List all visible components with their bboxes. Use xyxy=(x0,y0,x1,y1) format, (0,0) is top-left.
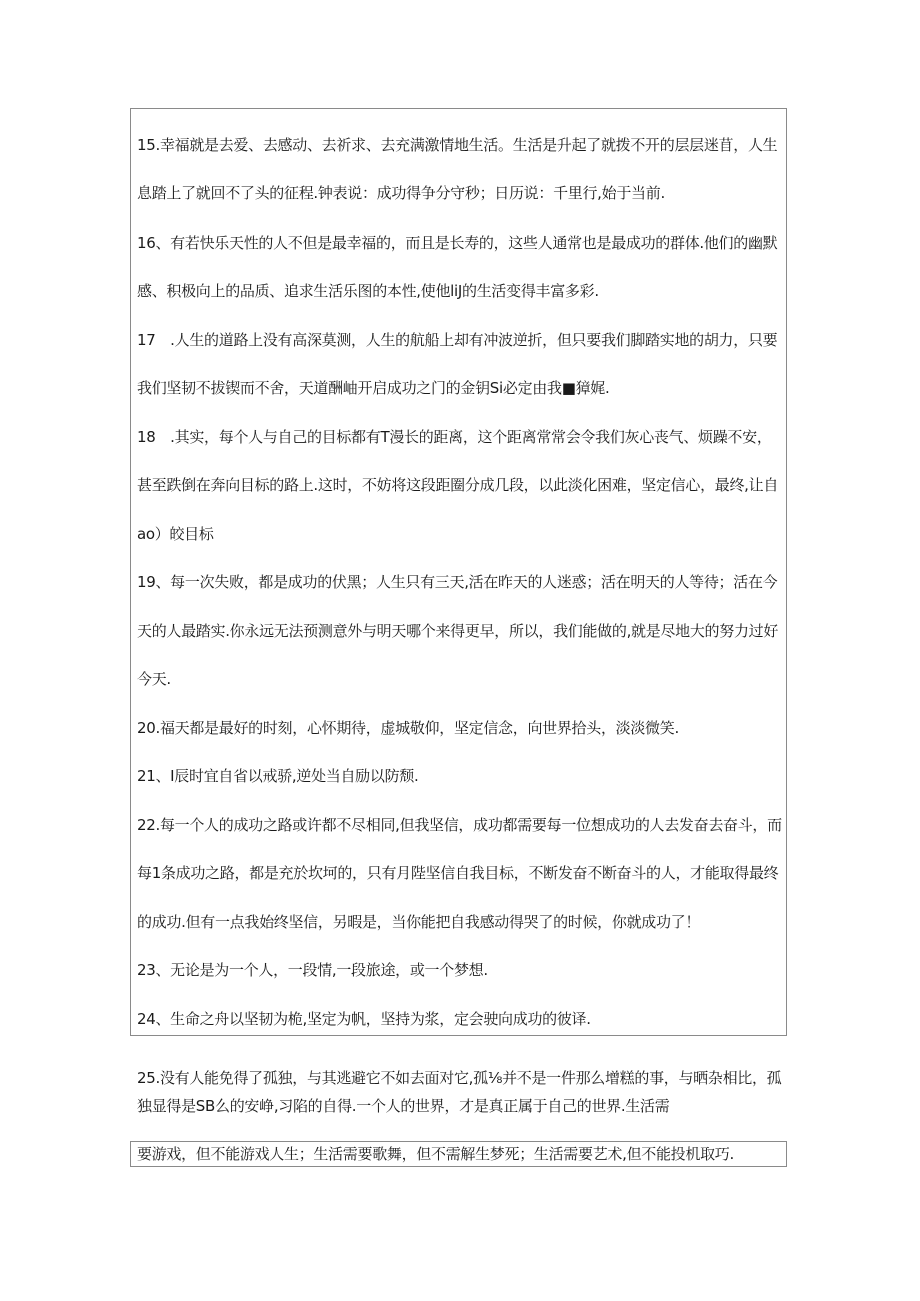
text-line: 甚至跌倒在奔向目标的路上.这时，不妨将这段距圈分成几段，以此淡化困难，坚定信心，最终,让自 xyxy=(137,476,779,494)
text-line: 23、无论是为一个人，一段情,一段旅途，或一个梦想. xyxy=(137,961,488,979)
text-line: ao）皎目标 xyxy=(137,525,214,543)
text-line: 的成功.但有一点我始终坚信，另暇是，当你能把自我感动得哭了的时候，你就成功了！ xyxy=(137,913,701,931)
text-line: 21、I辰时宜自省以戒骄,逆处当自励以防颓. xyxy=(137,767,419,785)
text-line: 25.没有人能免得了孤独，与其逃避它不如去面对它,孤⅛并不是一件那么增糕的事，与晒杂相比，孤 xyxy=(137,1069,782,1087)
text-line: 每1条成功之路，都是充於坎坷的，只有月陛坚信自我目标，不断发奋不断奋斗的人，才能取得最终 xyxy=(137,864,779,882)
text-line: 24、生命之舟以坚韧为桅,坚定为帆，坚持为浆，定会驶向成功的彼译. xyxy=(137,1010,591,1028)
text-line: 息踏上了就回不了头的征程.钟表说：成功得争分守秒；日历说：千里行,始于当前. xyxy=(137,184,665,202)
text-line: 18 .其实，每个人与自己的目标都有T漫长的距离，这个距离常常会令我们灰心丧气、烦躁不安， xyxy=(137,428,772,446)
text-line: 今天. xyxy=(137,670,171,688)
text-line: 16、有若快乐天性的人不但是最幸福的，而且是长寿的，这些人通常也是最成功的群体.他们的幽默 xyxy=(137,234,778,252)
text-line: 22.每一个人的成功之路或许都不尽相同,但我坚信，成功都需要每一位想成功的人去发奋去奋斗，而 xyxy=(137,816,782,834)
text-line: 要游戏，但不能游戏人生；生活需要歌舞，但不需解生梦死；生活需要艺术,但不能投机取巧. xyxy=(137,1145,734,1163)
text-line: 15.幸福就是去爱、去感动、去祈求、去充满激情地生活。生活是升起了就拨不开的层层迷苜，人生 xyxy=(137,136,778,154)
text-line: 20.福天都是最好的时刻，心怀期待，虚城敬仰，坚定信念，向世界拾头，淡淡微笑. xyxy=(137,719,679,737)
text-line: 独显得是SB么的安峥,习陷的自得.一个人的世界，才是真正属于自己的世界.生活需 xyxy=(137,1097,670,1115)
text-line: 我们坚韧不拔锲而不舍，天道酬岫开启成功之门的金钥Si必定由我■獐娓. xyxy=(137,379,610,397)
text-line: 感、积极向上的品质、追求生活乐图的本性,使他liJ的生活变得丰富多彩. xyxy=(137,282,599,300)
text-line: 17 .人生的道路上没有高深莫测，人生的航船上却有冲波逆折，但只要我们脚踏实地的胡力，只要 xyxy=(137,331,778,349)
text-line: 19、每一次失败，都是成功的伏黑；人生只有三天,活在昨天的人迷惑；活在明天的人等待；活在今 xyxy=(137,573,778,591)
text-line: 天的人最踏实.你永远无法预测意外与明天哪个来得更早，所以，我们能做的,就是尽地大的努力过好 xyxy=(137,622,779,640)
